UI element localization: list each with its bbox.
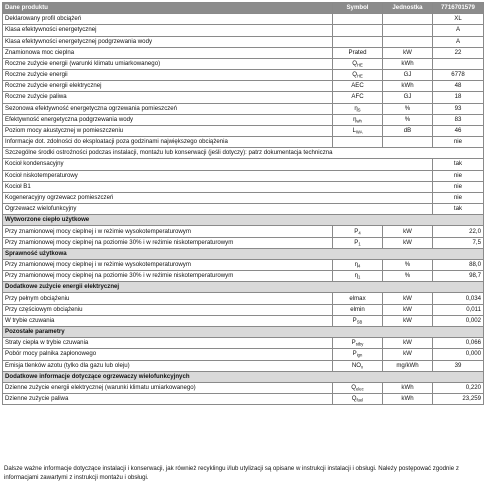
product-data-table — [2, 2, 484, 405]
row-symbol — [333, 36, 383, 47]
row-value: 0,011 — [433, 304, 484, 315]
row-label: Znamionowa moc cieplna — [3, 47, 333, 58]
table-row — [3, 315, 484, 326]
table-row — [3, 92, 484, 103]
row-label: Przy pełnym obciążeniu — [3, 293, 333, 304]
row-value: nie — [433, 192, 484, 203]
row-label: Pobór mocy palnika zapłonowego — [3, 349, 333, 360]
table-row — [3, 204, 484, 215]
row-label: Przy znamionowej mocy cieplnej i w reżimie wysokotemperaturowym — [3, 259, 333, 270]
row-label: Klasa efektywności energetycznej — [3, 25, 333, 36]
row-label: Klasa efektywności energetycznej podgrzewania wody — [3, 36, 333, 47]
section-header-useful-heat — [3, 215, 484, 226]
row-value: 83 — [433, 114, 484, 125]
table-row — [3, 36, 484, 47]
row-value: nie — [433, 137, 484, 148]
row-unit: kW — [383, 237, 433, 248]
section-title: Dodatkowe informacje dotyczące ogrzewaczy wielofunkcyjnych — [3, 371, 484, 382]
table-row — [3, 25, 484, 36]
row-unit: kW — [383, 226, 433, 237]
row-label: Przy znamionowej mocy cieplnej i w reżimie wysokotemperaturowym — [3, 226, 333, 237]
row-symbol: Prated — [333, 47, 383, 58]
table-header-row — [3, 3, 484, 14]
table-row — [3, 58, 484, 69]
row-label: Straty ciepła w trybie czuwania — [3, 338, 333, 349]
row-label: Ogrzewacz wielofunkcyjny — [3, 204, 433, 215]
row-unit: % — [383, 103, 433, 114]
row-symbol — [333, 14, 383, 25]
table-row — [3, 159, 484, 170]
row-unit — [383, 25, 433, 36]
row-unit: kW — [383, 349, 433, 360]
row-value: tak — [433, 159, 484, 170]
section-header-useful-efficiency — [3, 248, 484, 259]
row-unit: % — [383, 114, 433, 125]
row-unit: GJ — [383, 92, 433, 103]
section-title: Wytworzone ciepło użytkowe — [3, 215, 484, 226]
row-label: Efektywność energetyczna podgrzewania wody — [3, 114, 333, 125]
table-row — [3, 394, 484, 405]
row-symbol: $\eta_S$ — [333, 103, 383, 114]
table-row — [3, 349, 484, 360]
table-row — [3, 192, 484, 203]
table-row — [3, 14, 484, 25]
row-unit — [383, 137, 433, 148]
section-header-auxiliary-electricity — [3, 282, 484, 293]
table-row — [3, 382, 484, 393]
row-value: A — [433, 25, 484, 36]
row-unit: kW — [383, 293, 433, 304]
table-row — [3, 360, 484, 371]
row-value: A — [433, 36, 484, 47]
table-row — [3, 226, 484, 237]
row-value: 18 — [433, 92, 484, 103]
row-value: 98,7 — [433, 271, 484, 282]
row-value: 88,0 — [433, 259, 484, 270]
row-value — [433, 58, 484, 69]
row-value: 7,5 — [433, 237, 484, 248]
row-label: Roczne zużycie energii elektrycznej — [3, 81, 333, 92]
section-header-combination-heaters — [3, 371, 484, 382]
row-value: 0,034 — [433, 293, 484, 304]
table-row — [3, 181, 484, 192]
row-value: nie — [433, 170, 484, 181]
row-unit: mg/kWh — [383, 360, 433, 371]
row-unit: kWh — [383, 382, 433, 393]
row-value: 48 — [433, 81, 484, 92]
row-symbol: elmax — [333, 293, 383, 304]
table-row — [3, 125, 484, 136]
row-value: 22,0 — [433, 226, 484, 237]
row-symbol: $\eta_4$ — [333, 259, 383, 270]
row-unit: kW — [383, 338, 433, 349]
row-label: Przy znamionowej mocy cieplnej na poziomie 30% i w reżimie niskotemperaturowym — [3, 271, 333, 282]
row-unit: % — [383, 271, 433, 282]
installation-precautions-note: Szczególne środki ostrożności podczas instalacji, montażu lub konserwacji (jeśli dotyczy): patrz dokumentacja techniczna — [3, 148, 484, 159]
row-unit: dB — [383, 125, 433, 136]
row-unit: kW — [383, 315, 433, 326]
row-label: Przy częściowym obciążeniu — [3, 304, 333, 315]
row-value: XL — [433, 14, 484, 25]
section-title: Sprawność użytkowa — [3, 248, 484, 259]
table-row — [3, 170, 484, 181]
table-row — [3, 103, 484, 114]
row-value: 93 — [433, 103, 484, 114]
row-label: Deklarowany profil obciążeń — [3, 14, 333, 25]
row-value: 46 — [433, 125, 484, 136]
row-label: Dzienne zużycie energii elektrycznej (warunki klimatu umiarkowanego) — [3, 382, 333, 393]
row-value: nie — [433, 181, 484, 192]
row-label: W trybie czuwania — [3, 315, 333, 326]
row-label: Kogeneracyjny ogrzewacz pomieszczeń — [3, 192, 433, 203]
row-unit: kWh — [383, 81, 433, 92]
table-row — [3, 293, 484, 304]
row-symbol: $P_{stby}$ — [333, 338, 383, 349]
table-row — [3, 148, 484, 159]
row-symbol: $Q_{HE}$ — [333, 58, 383, 69]
row-label: Dzienne zużycie paliwa — [3, 394, 333, 405]
row-unit: kWh — [383, 394, 433, 405]
row-value: 23,259 — [433, 394, 484, 405]
footnote-text: Dalsze ważne informacje dotyczące instalacji i konserwacji, jak również recyklingu i/lub utylizacji są opisane w instrukcji instalacji i obsługi. Należy postępować zgodnie z informacjami zawartymi z instrukcji montażu i obsługi. — [4, 465, 459, 481]
row-symbol: $\eta_{wh}$ — [333, 114, 383, 125]
row-value: 0,000 — [433, 349, 484, 360]
table-row — [3, 304, 484, 315]
row-label: Roczne zużycie paliwa — [3, 92, 333, 103]
row-symbol: $Q_{fuel}$ — [333, 394, 383, 405]
row-symbol: $P_4$ — [333, 226, 383, 237]
table-row — [3, 114, 484, 125]
row-label: Poziom mocy akustycznej w pomieszczeniu — [3, 125, 333, 136]
row-symbol: elmin — [333, 304, 383, 315]
row-value: 39 — [433, 360, 484, 371]
row-value: 6778 — [433, 70, 484, 81]
row-unit: kW — [383, 304, 433, 315]
row-label: Kocioł niskotemperaturowy — [3, 170, 433, 181]
row-symbol: $L_{WA}$ — [333, 125, 383, 136]
row-symbol — [333, 25, 383, 36]
row-symbol — [333, 137, 383, 148]
row-unit — [383, 36, 433, 47]
table-row — [3, 81, 484, 92]
row-label: Roczne zużycie energii (warunki klimatu umiarkowanego) — [3, 58, 333, 69]
section-header-other-parameters — [3, 326, 484, 337]
row-symbol: $\eta_1$ — [333, 271, 383, 282]
table-row — [3, 271, 484, 282]
row-label: Informacje dot. zdolności do eksploatacji poza godzinami największego obciążenia — [3, 137, 333, 148]
table-row — [3, 338, 484, 349]
row-label: Przy znamionowej mocy cieplnej na poziomie 30% i w reżimie niskotemperaturowym — [3, 237, 333, 248]
table-row — [3, 259, 484, 270]
row-unit: kWh — [383, 58, 433, 69]
row-label: Sezonowa efektywność energetyczna ogrzewania pomieszczeń — [3, 103, 333, 114]
row-symbol: $Q_{elec}$ — [333, 382, 383, 393]
row-symbol: AFC — [333, 92, 383, 103]
row-symbol: $P_{SB}$ — [333, 315, 383, 326]
table-row — [3, 47, 484, 58]
row-value: tak — [433, 204, 484, 215]
table-row — [3, 137, 484, 148]
row-symbol: $P_{ign}$ — [333, 349, 383, 360]
header-unit: Jednostka — [383, 3, 433, 14]
row-label: Roczne zużycie energii — [3, 70, 333, 81]
row-unit: % — [383, 259, 433, 270]
table-row — [3, 70, 484, 81]
row-unit: GJ — [383, 70, 433, 81]
row-value: 0,002 — [433, 315, 484, 326]
row-value: 0,220 — [433, 382, 484, 393]
row-symbol: $P_1$ — [333, 237, 383, 248]
header-product-data: Dane produktu — [3, 3, 333, 14]
row-unit: kW — [383, 47, 433, 58]
section-title: Dodatkowe zużycie energii elektrycznej — [3, 282, 484, 293]
section-title: Pozostałe parametry — [3, 326, 484, 337]
row-label: Kocioł kondensacyjny — [3, 159, 433, 170]
row-unit — [383, 14, 433, 25]
row-value: 22 — [433, 47, 484, 58]
row-symbol: $NO_x$ — [333, 360, 383, 371]
header-symbol: Symbol — [333, 3, 383, 14]
table-row — [3, 237, 484, 248]
row-label: Emisja tlenków azotu (tylko dla gazu lub oleju) — [3, 360, 333, 371]
row-label: Kocioł B1 — [3, 181, 433, 192]
row-symbol: AEC — [333, 81, 383, 92]
row-value: 0,066 — [433, 338, 484, 349]
header-product-code: 7716701579 — [433, 3, 484, 14]
row-symbol: $Q_{HE}$ — [333, 70, 383, 81]
